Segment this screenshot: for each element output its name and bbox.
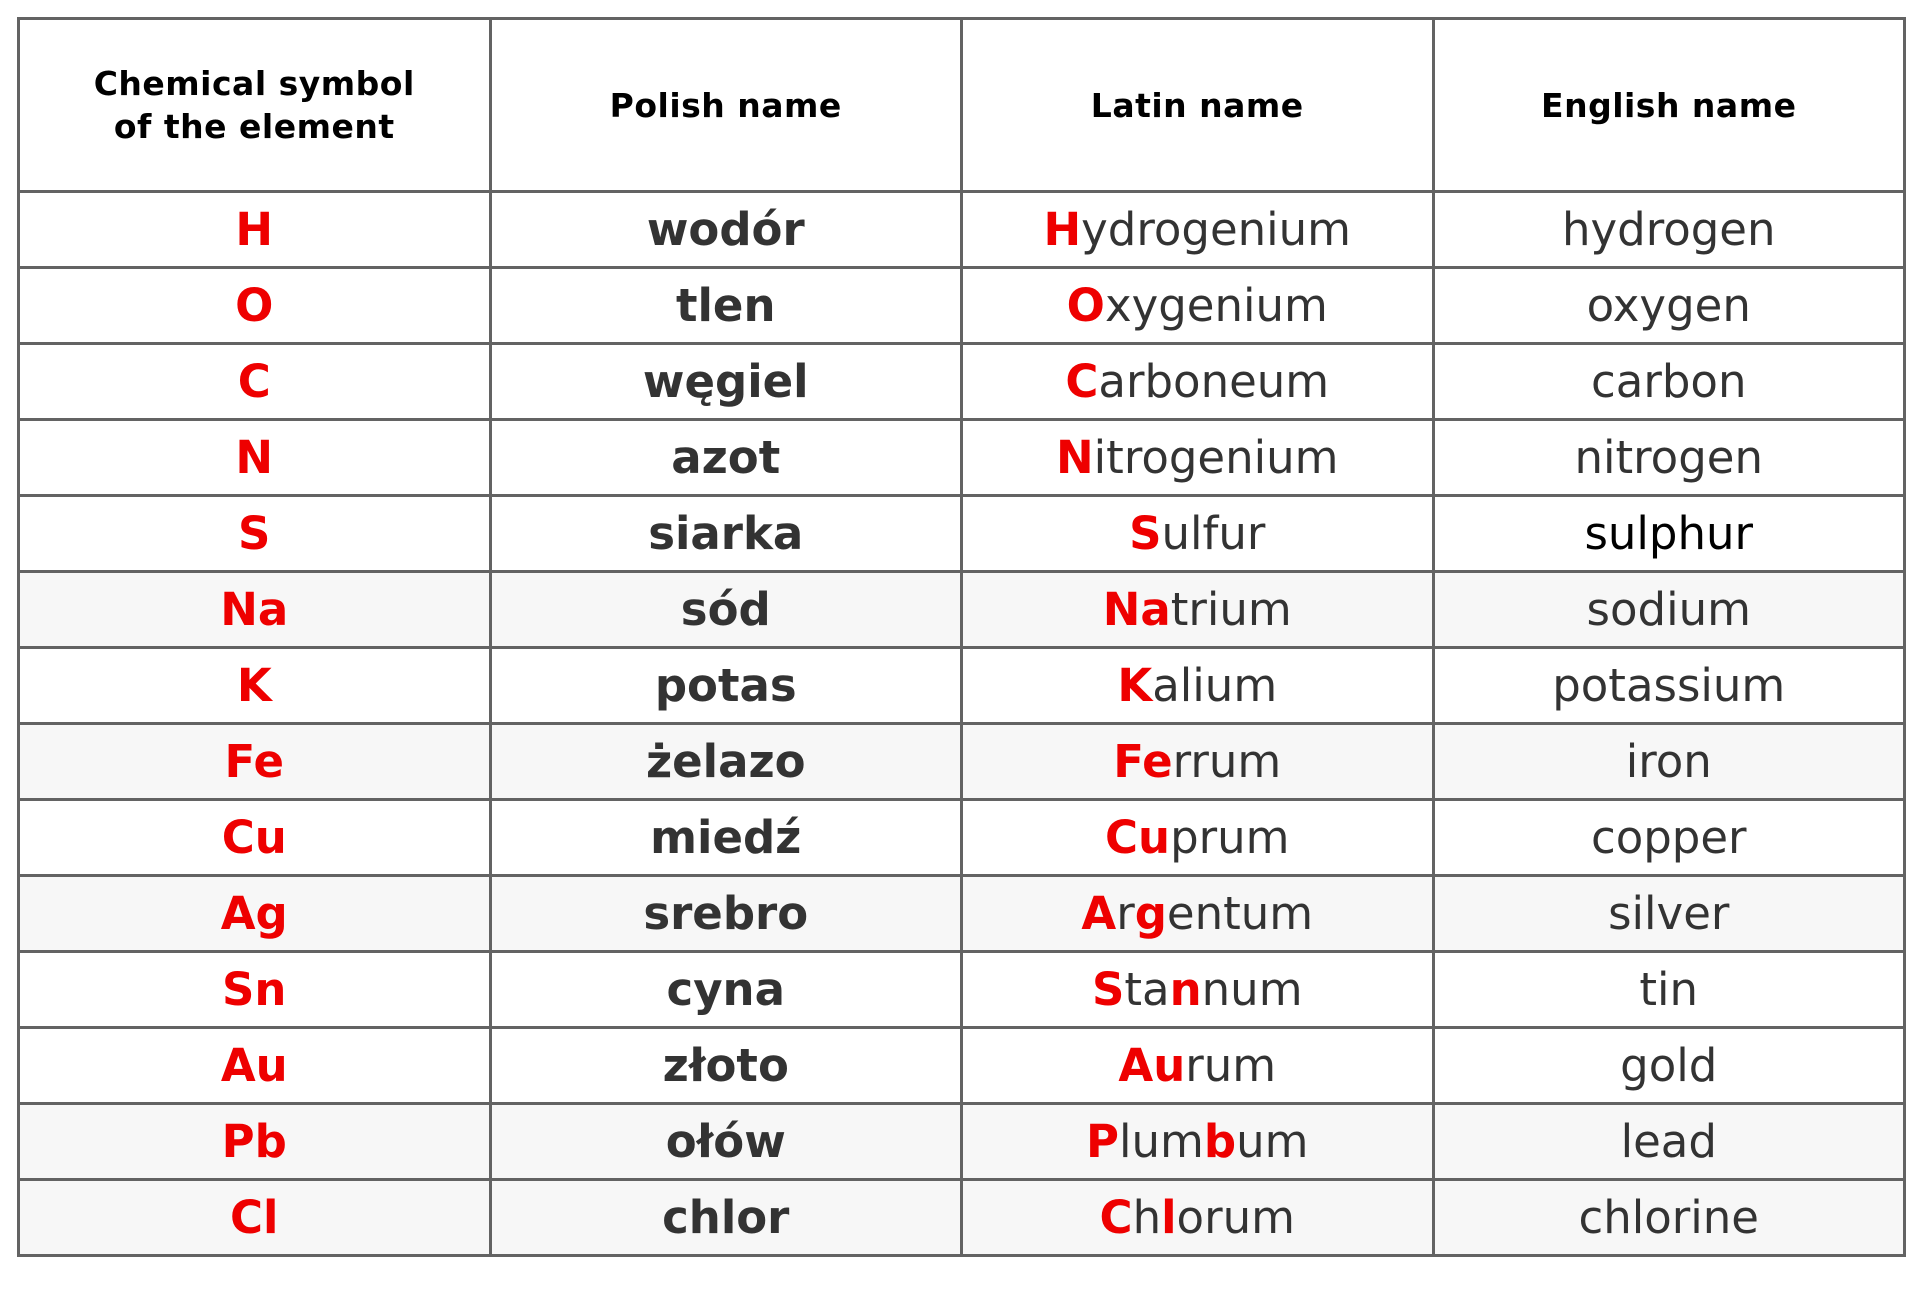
symbol-cell: N bbox=[19, 420, 491, 496]
table-row bbox=[19, 192, 1905, 268]
latin-segment: alium bbox=[1152, 659, 1278, 712]
english-name-cell: sulphur bbox=[1433, 496, 1905, 572]
header-symbol-line1: Chemical symbol bbox=[93, 64, 415, 103]
polish-name-cell: azot bbox=[490, 420, 962, 496]
latin-name-cell bbox=[962, 1028, 1434, 1104]
table-row bbox=[19, 572, 1905, 648]
table-row bbox=[19, 952, 1905, 1028]
latin-name-cell bbox=[962, 192, 1434, 268]
latin-name-cell bbox=[962, 800, 1434, 876]
table-row bbox=[19, 1028, 1905, 1104]
latin-name-cell bbox=[962, 724, 1434, 800]
symbol-cell: Fe bbox=[19, 724, 491, 800]
table-row bbox=[19, 876, 1905, 952]
latin-segment: um bbox=[1236, 1115, 1309, 1168]
table-row bbox=[19, 268, 1905, 344]
latin-highlight-segment: Au bbox=[1118, 1039, 1186, 1092]
latin-segment: orum bbox=[1176, 1191, 1295, 1244]
english-name-cell: gold bbox=[1433, 1028, 1905, 1104]
polish-name-cell: cyna bbox=[490, 952, 962, 1028]
latin-highlight-segment: l bbox=[1161, 1191, 1177, 1244]
polish-name-cell: potas bbox=[490, 648, 962, 724]
latin-name-cell bbox=[962, 344, 1434, 420]
english-name-cell: potassium bbox=[1433, 648, 1905, 724]
latin-highlight-segment: K bbox=[1117, 659, 1153, 712]
symbol-cell: Na bbox=[19, 572, 491, 648]
header-symbol bbox=[19, 19, 491, 192]
english-name-cell: copper bbox=[1433, 800, 1905, 876]
latin-highlight-segment: A bbox=[1081, 887, 1117, 940]
latin-name-cell bbox=[962, 648, 1434, 724]
polish-name-cell: chlor bbox=[490, 1180, 962, 1256]
latin-highlight-segment: Fe bbox=[1113, 735, 1173, 788]
latin-name-cell bbox=[962, 420, 1434, 496]
table-row bbox=[19, 1104, 1905, 1180]
latin-segment: ta bbox=[1124, 963, 1170, 1016]
latin-highlight-segment: H bbox=[1043, 203, 1082, 256]
latin-name-cell bbox=[962, 572, 1434, 648]
polish-name-cell: tlen bbox=[490, 268, 962, 344]
polish-name-cell: węgiel bbox=[490, 344, 962, 420]
latin-segment: itrogenium bbox=[1093, 431, 1339, 484]
polish-name-cell: złoto bbox=[490, 1028, 962, 1104]
english-name-cell: carbon bbox=[1433, 344, 1905, 420]
polish-name-cell: wodór bbox=[490, 192, 962, 268]
header-english: English name bbox=[1433, 19, 1905, 192]
latin-highlight-segment: O bbox=[1066, 279, 1105, 332]
polish-name-cell: żelazo bbox=[490, 724, 962, 800]
latin-segment: ydrogenium bbox=[1081, 203, 1352, 256]
latin-highlight-segment: S bbox=[1091, 963, 1125, 1016]
latin-highlight-segment: Cu bbox=[1105, 811, 1171, 864]
symbol-cell: Pb bbox=[19, 1104, 491, 1180]
polish-name-cell: sód bbox=[490, 572, 962, 648]
header-polish: Polish name bbox=[490, 19, 962, 192]
latin-name-cell bbox=[962, 496, 1434, 572]
latin-segment: lum bbox=[1119, 1115, 1204, 1168]
table-row bbox=[19, 648, 1905, 724]
polish-name-cell: srebro bbox=[490, 876, 962, 952]
latin-name-cell bbox=[962, 876, 1434, 952]
header-row bbox=[19, 19, 1905, 192]
latin-highlight-segment: S bbox=[1129, 507, 1162, 560]
english-name-cell: sodium bbox=[1433, 572, 1905, 648]
polish-name-cell: miedź bbox=[490, 800, 962, 876]
table-row bbox=[19, 496, 1905, 572]
latin-name-cell bbox=[962, 1180, 1434, 1256]
latin-segment: prum bbox=[1170, 811, 1290, 864]
english-name-cell: chlorine bbox=[1433, 1180, 1905, 1256]
table-row bbox=[19, 1180, 1905, 1256]
symbol-cell: C bbox=[19, 344, 491, 420]
latin-segment: num bbox=[1201, 963, 1303, 1016]
english-name-cell: tin bbox=[1433, 952, 1905, 1028]
latin-name-cell bbox=[962, 952, 1434, 1028]
table-row bbox=[19, 420, 1905, 496]
latin-name-cell bbox=[962, 268, 1434, 344]
latin-highlight-segment: P bbox=[1086, 1115, 1120, 1168]
header-latin: Latin name bbox=[962, 19, 1434, 192]
latin-segment: r bbox=[1116, 887, 1135, 940]
latin-highlight-segment: g bbox=[1134, 887, 1167, 940]
latin-highlight-segment: n bbox=[1169, 963, 1202, 1016]
symbol-cell: K bbox=[19, 648, 491, 724]
latin-segment: h bbox=[1132, 1191, 1162, 1244]
latin-highlight-segment: C bbox=[1065, 355, 1099, 408]
latin-segment: entum bbox=[1166, 887, 1314, 940]
english-name-cell: hydrogen bbox=[1433, 192, 1905, 268]
header-symbol-line2: of the element bbox=[113, 107, 395, 146]
latin-highlight-segment: b bbox=[1203, 1115, 1237, 1168]
english-name-cell: oxygen bbox=[1433, 268, 1905, 344]
polish-name-cell: ołów bbox=[490, 1104, 962, 1180]
english-name-cell: nitrogen bbox=[1433, 420, 1905, 496]
symbol-cell: H bbox=[19, 192, 491, 268]
english-name-cell: lead bbox=[1433, 1104, 1905, 1180]
english-name-cell: silver bbox=[1433, 876, 1905, 952]
latin-highlight-segment: N bbox=[1056, 431, 1094, 484]
latin-name-cell bbox=[962, 1104, 1434, 1180]
latin-highlight-segment: C bbox=[1099, 1191, 1133, 1244]
latin-segment: trium bbox=[1170, 583, 1292, 636]
symbol-cell: Cu bbox=[19, 800, 491, 876]
table-row bbox=[19, 800, 1905, 876]
symbol-cell: S bbox=[19, 496, 491, 572]
symbol-cell: O bbox=[19, 268, 491, 344]
table-body bbox=[19, 192, 1905, 1256]
polish-name-cell: siarka bbox=[490, 496, 962, 572]
symbol-cell: Cl bbox=[19, 1180, 491, 1256]
table-row bbox=[19, 344, 1905, 420]
symbol-cell: Sn bbox=[19, 952, 491, 1028]
english-name-cell: iron bbox=[1433, 724, 1905, 800]
latin-segment: rrum bbox=[1172, 735, 1282, 788]
table-row bbox=[19, 724, 1905, 800]
latin-segment: arboneum bbox=[1098, 355, 1330, 408]
latin-segment: ulfur bbox=[1161, 507, 1266, 560]
latin-segment: xygenium bbox=[1104, 279, 1328, 332]
elements-table bbox=[17, 17, 1906, 1257]
symbol-cell: Ag bbox=[19, 876, 491, 952]
symbol-cell: Au bbox=[19, 1028, 491, 1104]
latin-highlight-segment: Na bbox=[1102, 583, 1171, 636]
latin-segment: rum bbox=[1185, 1039, 1277, 1092]
